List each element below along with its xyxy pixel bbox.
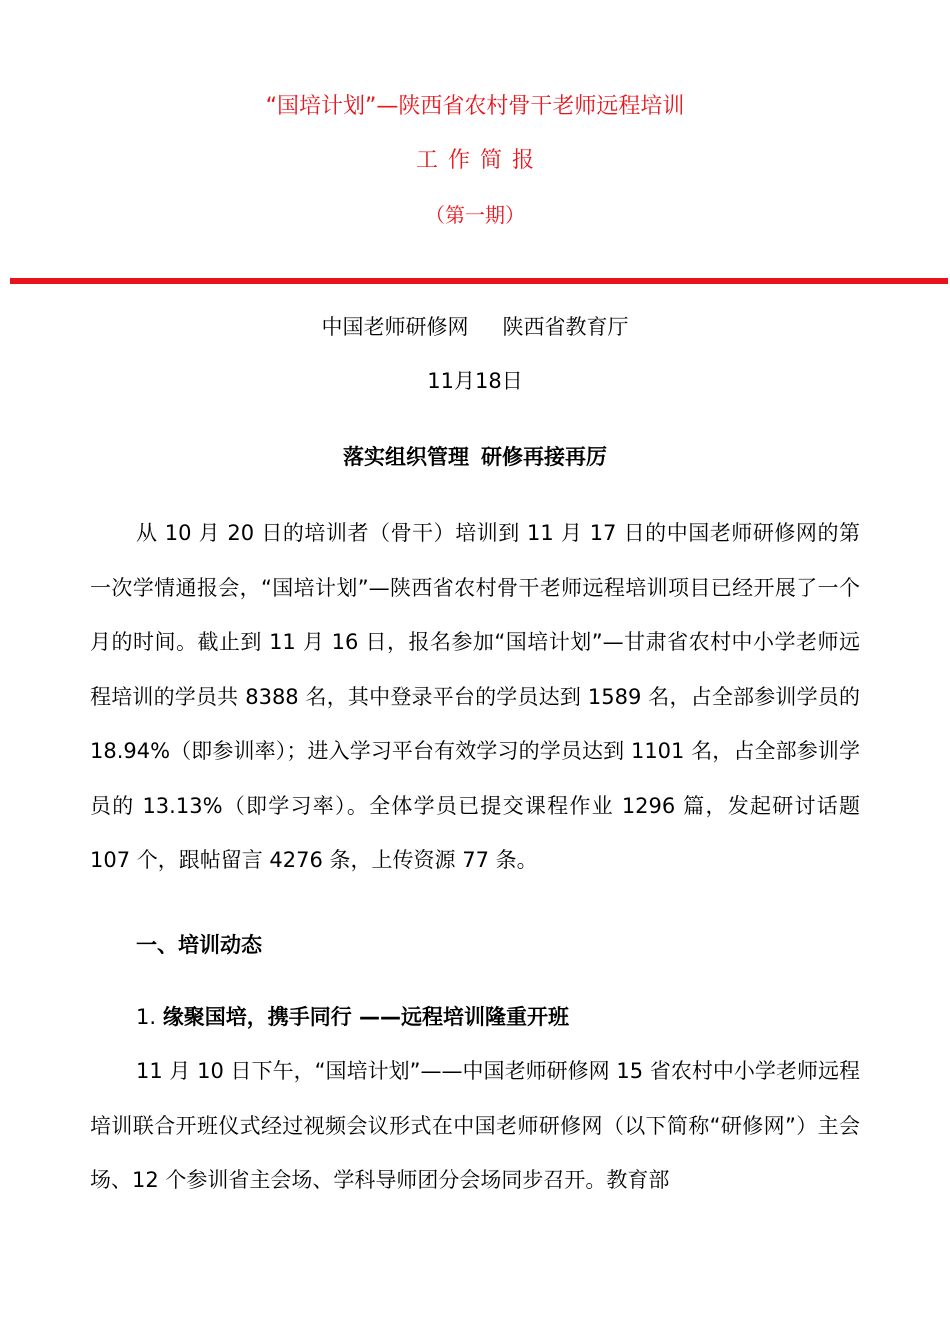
subsection-title: 缘聚国培，携手同行 ——远程培训隆重开班 [162,1005,570,1029]
issue-date: 11月18日 [427,369,523,393]
subsection-number: 1. [136,1005,163,1029]
section-heading: 一、培训动态 [136,933,262,957]
article-headline [0,442,950,472]
body-paragraph: 11 月 10 日下午，“国培计划”——中国老师研修网 15 省农村中小学老师远程培训联合开班仪式经过视频会议形式在中国老师研修网（以下简称“研修网”）主会场、12 个参训省主会场、学科导师团分会场同步召开。教育部 [90,1059,860,1192]
intro-paragraph: 从 10 月 20 日的培训者（骨干）培训到 11 月 17 日的中国老师研修网的第一次学情通报会，“国培计划”—陕西省农村骨干老师远程培训项目已经开展了一个月的时间。截止到 11 月 16 日，报名参加“国培计划”—甘肃省农村中小学老师远程培训的学员共 8388 名，其中登录平台的学员达到 1589 名，占全部参训学员的 18.94%（即参训率）；进入学习平台有效学习的学员达到 1101 名，占全部参训学员的 13.13%（即学习率）。全体学员已提交课程作业 1296 篇，发起研讨话题 107 个，跟帖留言 4276 条，上传资源 77 条。 [90,521,860,872]
document-title: “国培计划”—陕西省农村骨干老师远程培训 [265,94,685,119]
issue-number: （第一期） [425,203,525,227]
organizations-line [0,312,950,342]
headline-part-2: 研修再接再厉 [481,445,607,469]
red-divider [10,278,948,284]
organization-1: 中国老师研修网 [321,315,469,339]
organization-2: 陕西省教育厅 [502,315,629,339]
subsection-heading [136,1002,569,1032]
document-subtitle: 工作简报 [415,148,544,173]
headline-part-1: 落实组织管理 [343,445,469,469]
